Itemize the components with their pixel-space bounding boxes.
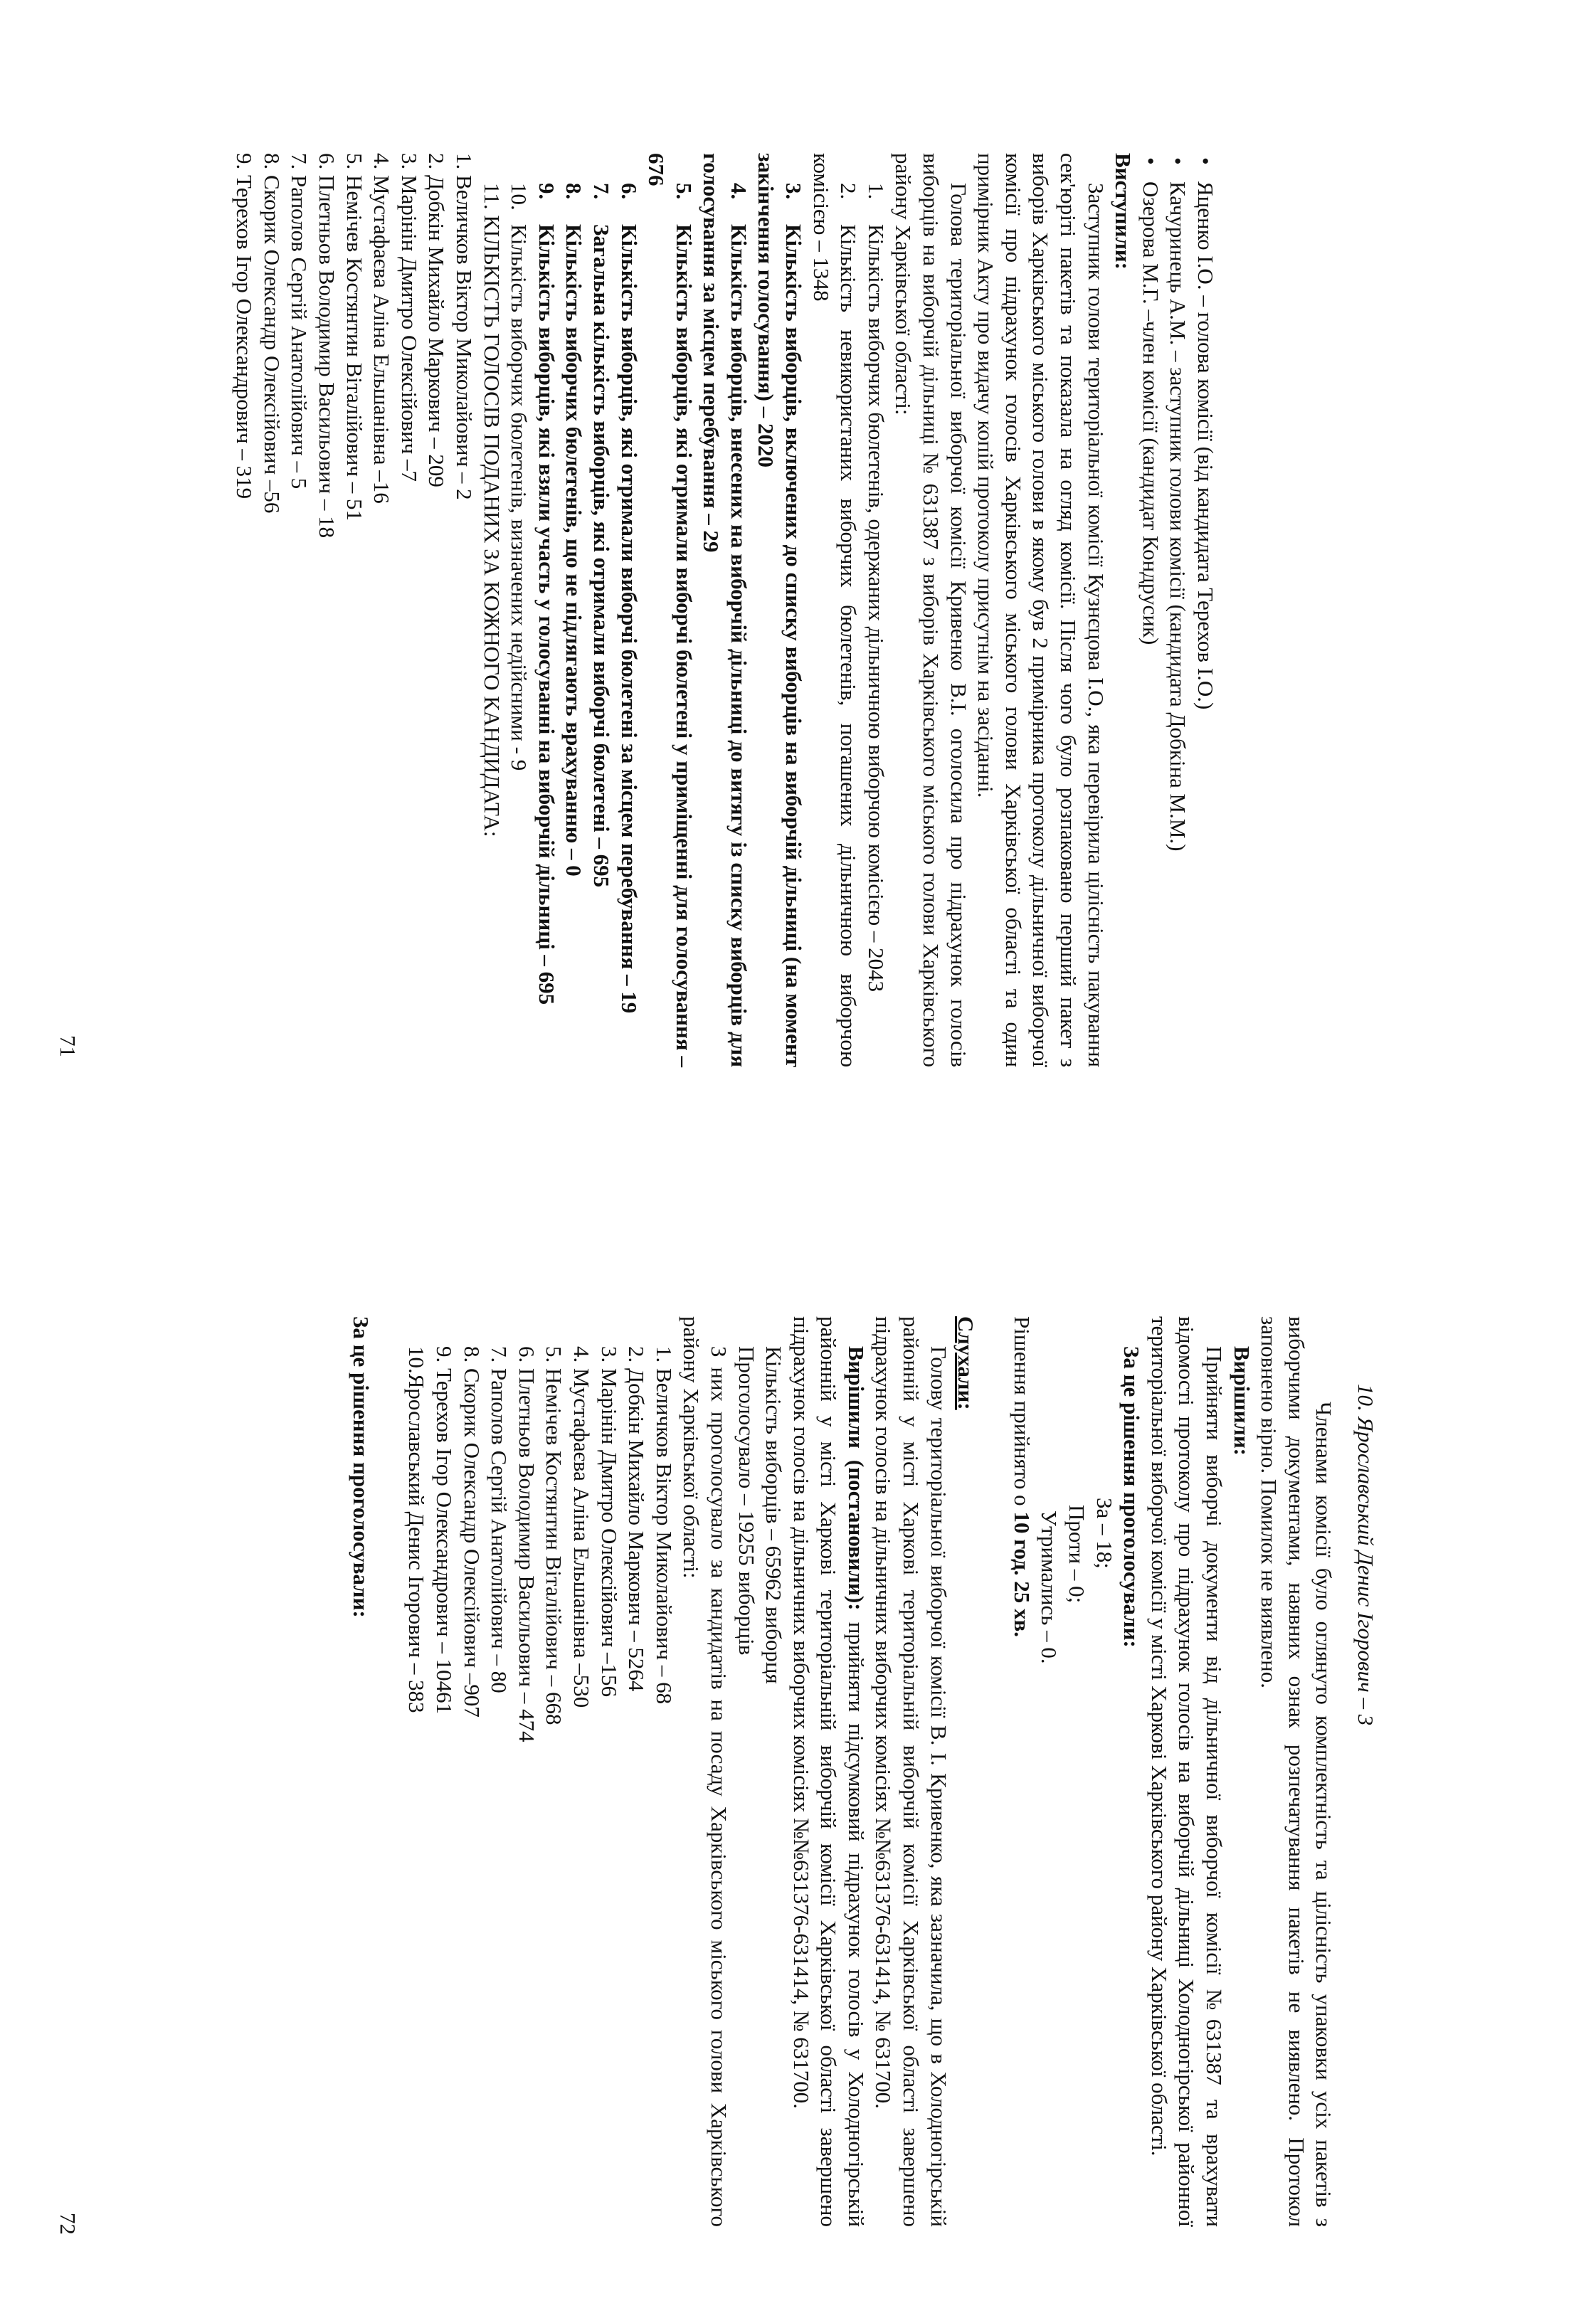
result-item: 3.Кількість виборців, включених до списку виборців на виборчій дільниці (на момент закінчення голосування) – 2020: [754, 153, 807, 1067]
result-item: 10.Кількість виборчих бюлетенів, визначених недійсними - 9: [507, 183, 532, 771]
result-item: 4.Кількість виборців, внесених на виборчій дільниці до витягу із списку виборців для голосування за місцем перебування – 29: [699, 153, 751, 1067]
candidate-total-item: 7. Раполов Сергій Анатолійович – 80: [487, 1346, 512, 1693]
result-item: 2.Кількість невикористаних виборчих бюлетенів, погашених дільничною виборчою комісією – 1348: [808, 153, 862, 1067]
candidate-total-item: 4. Мустафаєва Аліна Ельшанівна –530: [569, 1346, 594, 1708]
decided-label: Вирішили:: [1229, 1346, 1254, 1456]
page-71-content: [231, 153, 1219, 1067]
candidate-item: 6. Плетньов Володимир Васильович – 18: [315, 153, 339, 539]
candidate-item: 4. Мустафаєва Аліна Ельшанівна –16: [369, 153, 395, 504]
page-number-71: 71: [56, 1035, 80, 1057]
heard-label: Слухали:: [953, 1316, 979, 1410]
candidate-total-item: 10.Ярославський Денис Ігорович – 383: [404, 1346, 430, 1713]
voters-count: Кількість виборців – 65962 виборця: [761, 1346, 787, 1684]
candidate-total-item: 6. Плетньов Володимир Васильович – 474: [514, 1346, 539, 1742]
result-item: 5.Кількість виборців, які отримали виборчі бюлетені у приміщенні для голосування – 676: [644, 153, 697, 1067]
candidate-item: 5. Немічев Костянтин Віталійович – 51: [342, 153, 367, 521]
result-item: 9.Кількість виборців, які взяли участь у голосуванні на виборчій дільниці – 695: [534, 183, 559, 1005]
attendee-item: • Качуринець А.М. – заступник голови комісії (кандидата Добкіна М.М.): [1164, 153, 1192, 1067]
candidate-item: 2. Добкін Михайло Маркович – 209: [424, 153, 450, 487]
result-item: 7.Загальна кількість виборців, які отримали виборчі бюлетені – 695: [588, 183, 614, 888]
total-candidate-list: [403, 1316, 677, 2227]
heard-paragraph: Голову територіальної виборчої комісії В. І. Кривенко, яка зазначила, що в Холодногірській районній у місті Харкові територіальній виборчій комісії Харківської області завершено підрахунок голосів на дільничних виборчих комісіях №№631376-631414, № 631700.: [871, 1316, 951, 2227]
speech-paragraph: Голова територіальної виборчої комісії Кривенко В.І. оголосила про підрахунок голосів виборців на виборчій дільниці № 631387 з виборів Харківського міського голови Харківського району Харківської області:: [891, 153, 971, 1067]
final-voted-label: За це рішення проголосували:: [348, 1316, 374, 1618]
result-item: 8.Кількість виборчих бюлетенів, що не підлягають врахуванню – 0: [561, 183, 587, 877]
candidate-total-item: 9. Терехов Ігор Олександрович – 10461: [432, 1346, 457, 1715]
vote-abstain: Утримались – 0.: [1037, 1510, 1062, 1664]
vote-for: За – 18;: [1092, 1498, 1117, 1569]
attendee-item: • Яценко І.О. – голова комісії (від кандидата Терехов І.О.): [1191, 153, 1219, 1067]
candidate-total-item: 1. Величков Віктор Миколайович – 68: [651, 1346, 677, 1705]
spoke-label: Виступили:: [1111, 153, 1136, 270]
candidate-total-item: 3. Маpінін Дмитро Олексійович –156: [596, 1346, 622, 1697]
result-item: 1.Кількість виборчих бюлетенів, одержаних дільничною виборчою комісією – 2043: [863, 183, 889, 993]
candidate-total-item: 5. Немічев Костянтин Віталійович – 668: [541, 1346, 567, 1725]
candidate-item: 9. Терехов Ігор Олександрович – 319: [232, 153, 258, 499]
attendee-item: • Озерова М.Г. –член комісії (кандидат Кондрусик): [1136, 153, 1164, 1067]
decision-time: Рішення прийнято о 10 год. 25 хв.: [1009, 1316, 1035, 1638]
candidate-total-item: 8. Скорик Олександр Олексійович –907: [459, 1346, 485, 1718]
candidate-item: 8. Скорик Олександр Олексійович –56: [259, 153, 285, 514]
candidate-list: [231, 153, 477, 1067]
result-item: 6.Кількість виборців, які отримали виборчі бюлетені за місцем перебування – 19: [616, 183, 642, 1014]
candidate-item: 3. Маpінін Дмитро Олексійович –7: [396, 153, 422, 482]
voted-label: За це рішення проголосували:: [1119, 1346, 1145, 1648]
vote-against: Проти – 0;: [1064, 1505, 1090, 1604]
candidate-item-10: 10. Ярославський Денис Ігорович – 3: [1353, 1384, 1378, 1726]
voted-count: Проголосувало – 19255 виборців: [734, 1346, 759, 1656]
candidate-item: 1. Величков Віктор Миколайович – 2: [451, 153, 477, 500]
speech-paragraph: Заступник голови територіальної комісії Кузнєцова І.О., яка перевірила цілісність пакування сек'юріті пакетів та показала на огляд комісії. Після чого було розпаковано перший пакет з виборів Харківського міського голови в якому був 2 примірника протоколу дільничної виборчої комісії про підрахунок голосів Харківського міського голови Харківської області та один примірник Акту про видачу копій протоколу присутнім на засіданні.: [973, 153, 1109, 1067]
page-71: [0, 0, 1596, 1153]
candidates-heading: 11. КІЛЬКІСТЬ ГОЛОСІВ ПОДАНИХ ЗА КОЖНОГО КАНДИДАТА:: [479, 183, 504, 837]
page-72-content: [347, 1316, 1379, 2227]
decided-paragraph: Прийняти виборчі документи від дільничної виборчої комісії №631387 та врахувати відомості протоколу про підрахунок голосів на виборчій дільниці Холодногірської районної територіальної виборчої комісії у місті Харкові Харківського району Харківської області.: [1146, 1316, 1227, 2227]
candidate-item: 7. Раполов Сергій Анатолійович – 5: [287, 153, 312, 490]
result-items: [505, 153, 889, 1067]
attendee-list: [1136, 153, 1219, 1067]
page-number-72: 72: [56, 2213, 80, 2235]
candidate-total-item: 2. Добкін Михайло Маркович – 5264: [624, 1346, 650, 1692]
decided2-paragraph: Вирішили (постановили): прийняти підсумковий підрахунок голосів у Холодногірській районній у місті Харкові територіальній виборчій комісії Харківської області завершено підрахунок голосів на дільничних виборчих комісіях №№631376-631414, № 631700.: [788, 1316, 869, 2227]
check-paragraph: Членами комісії було оглянуто комплектність та цілісність упаковки усіх пакетів з виборчими документами, наявних ознак розпечатування пакетів не виявлено. Протокол заповнено вірно. Помилок не виявлено.: [1257, 1316, 1337, 2227]
vote-results: [1035, 1316, 1118, 2227]
of-them-paragraph: З них проголосувало за кандидатів на посаду Харківського міського голови Харківського району Харківської області:: [679, 1316, 731, 2227]
